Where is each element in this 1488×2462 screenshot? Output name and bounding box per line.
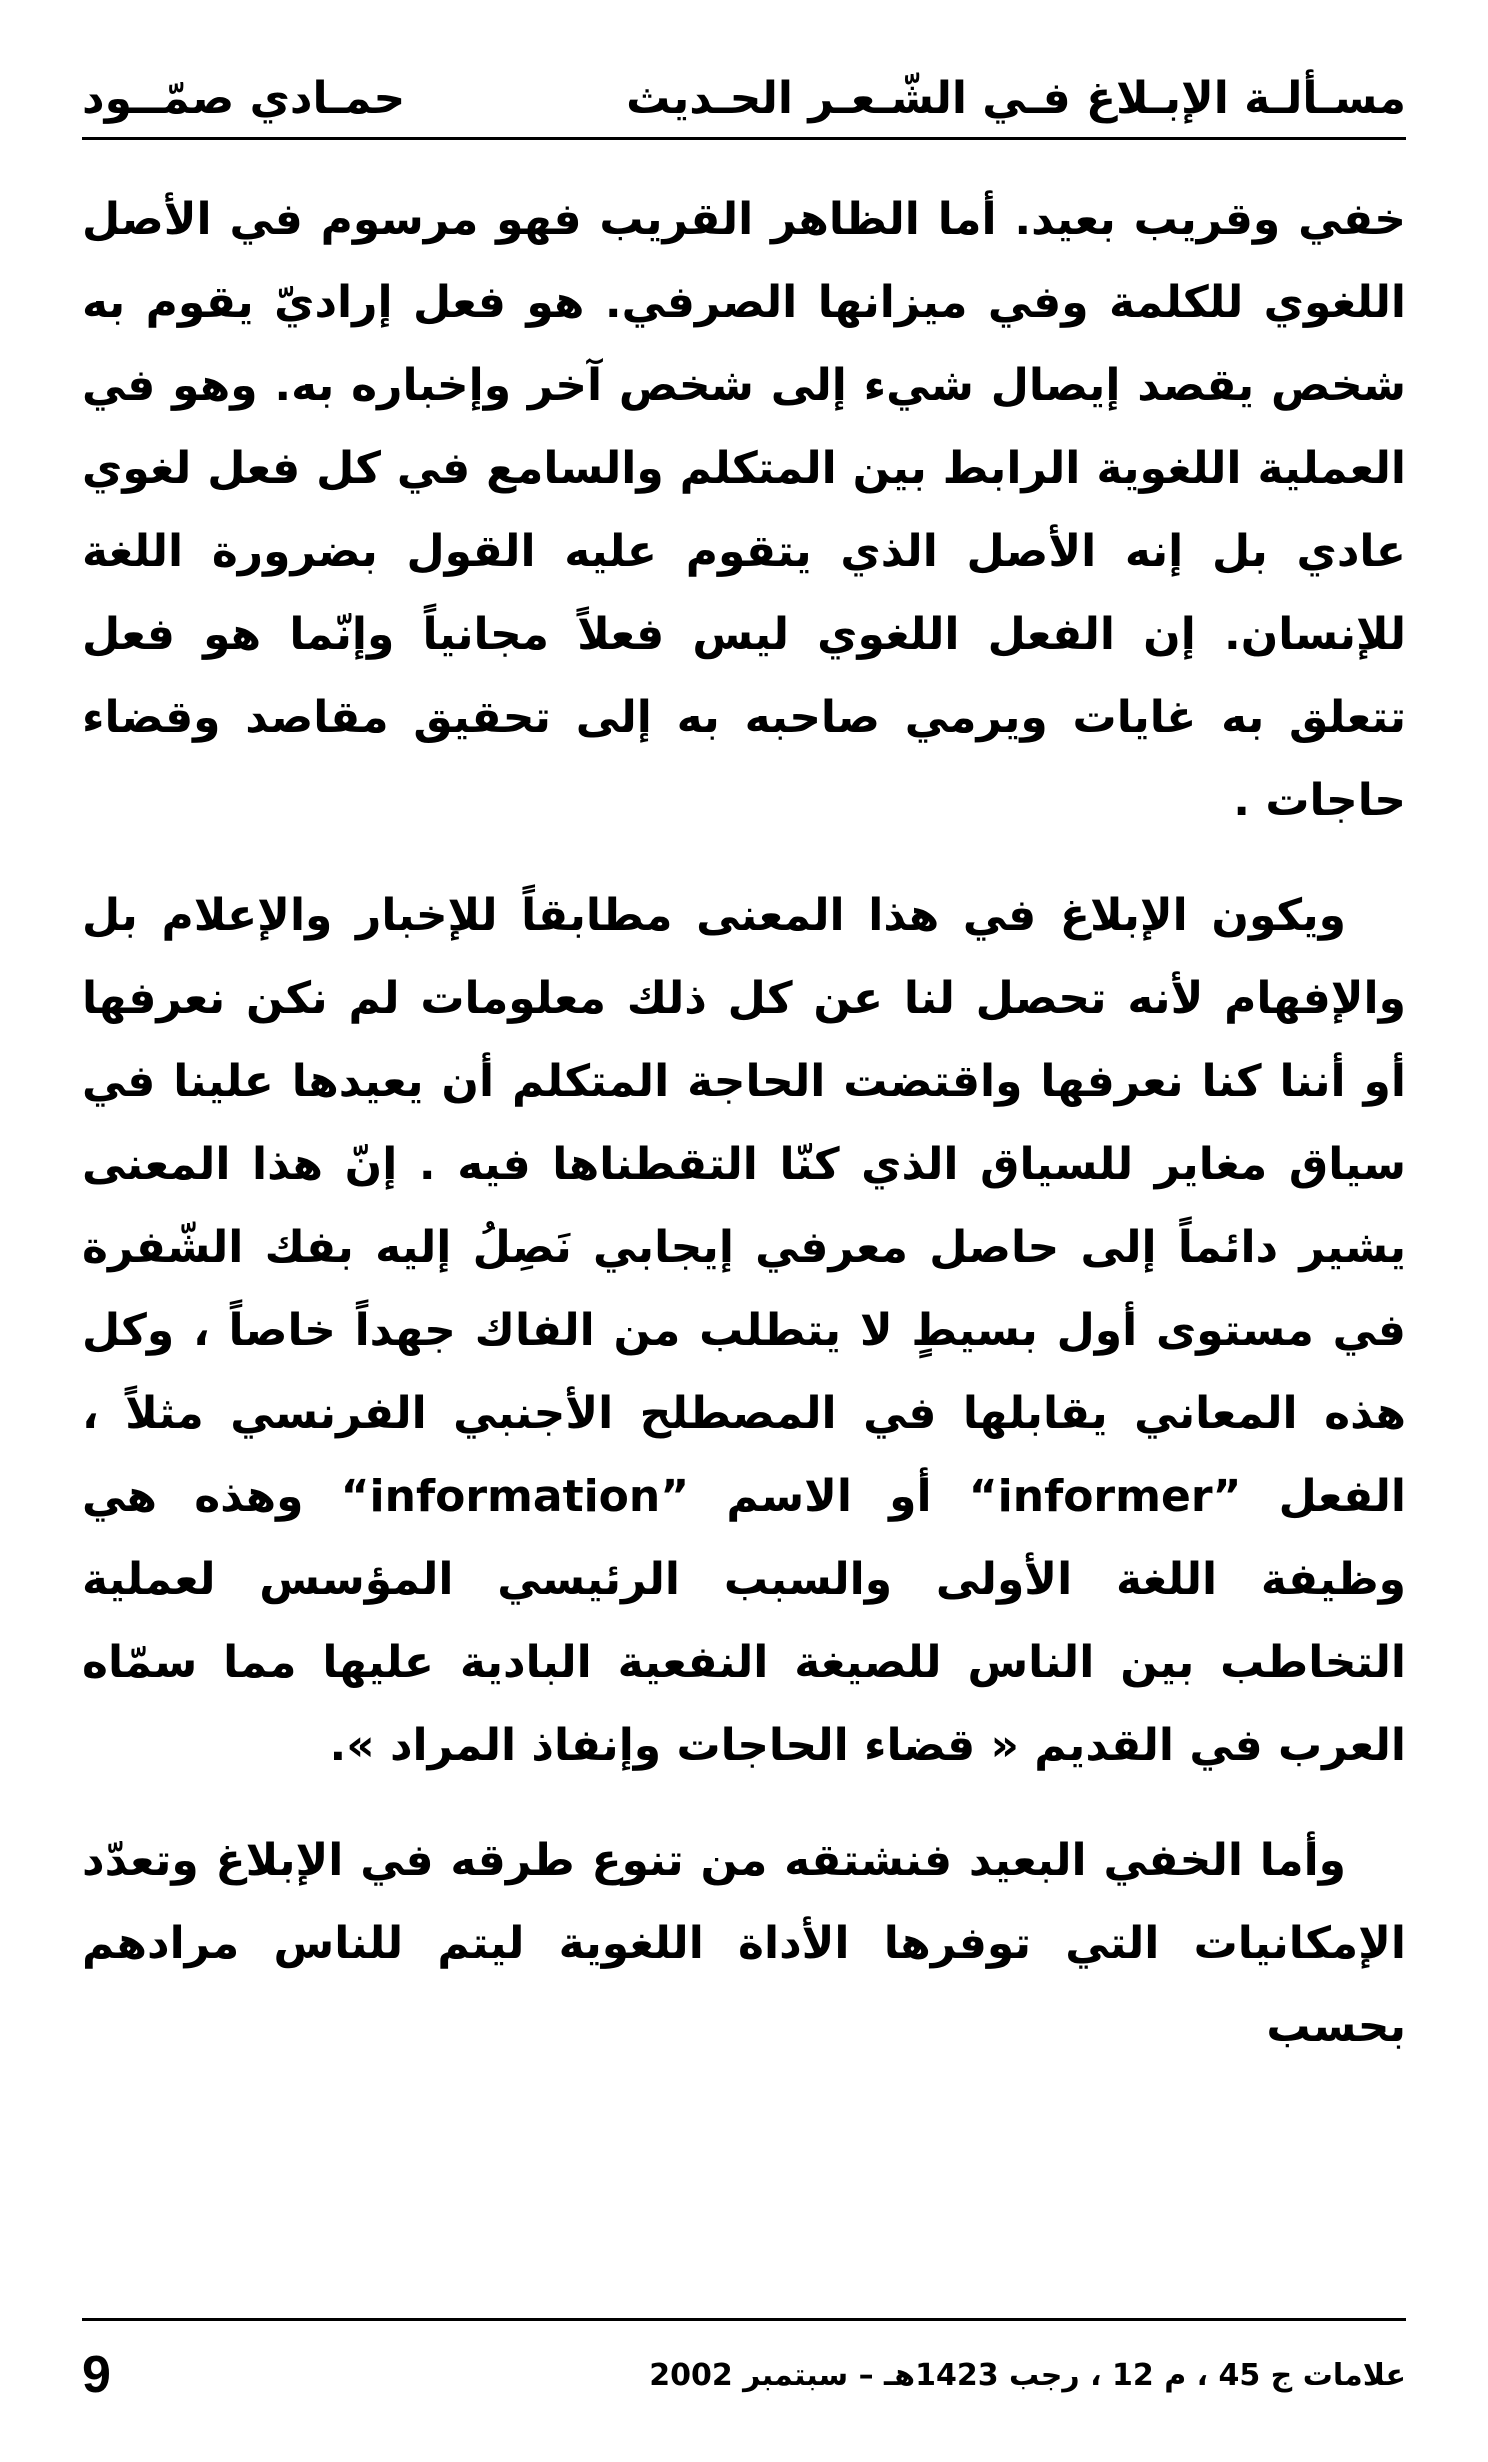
author-name: حمـادي صمّــود [82, 72, 406, 124]
journal-info: علامات ج 45 ، م 12 ، رجب 1423هـ – سبتمبر 2002 [649, 2357, 1406, 2393]
article-title: مسـألـة الإبـلاغ فـي الشّـعـر الحـديث [626, 72, 1406, 124]
paragraph-1: خفي وقريب بعيد. أما الظاهر القريب فهو مرسوم في الأصل اللغوي للكلمة وفي ميزانها الصرفي. هو فعل إراديّ يقوم به شخص يقصد إيصال شيء إلى شخص آخر وإخباره به. وهو في العملية اللغوية الرابط بين المتكلم والسامع في كل فعل لغوي عادي بل إنه الأصل الذي يتقوم عليه القول بضرورة اللغة للإنسان. إن الفعل اللغوي ليس فعلاً مجانياً وإنّما هو فعل تتعلق به غايات ويرمي صاحبه به إلى تحقيق مقاصد وقضاء حاجات . [82, 194, 1406, 826]
paragraph-2: ويكون الإبلاغ في هذا المعنى مطابقاً للإخبار والإعلام بل والإفهام لأنه تحصل لنا عن كل ذلك معلومات لم نكن نعرفها أو أننا كنا نعرفها واقتضت الحاجة المتكلم أن يعيدها علينا في سياق مغاير للسياق الذي كنّا التقطناها فيه . إنّ هذا المعنى يشير دائماً إلى حاصل معرفي إيجابي نَصِلُ إليه بفك الشّفرة في مستوى أول بسيطٍ لا يتطلب من الفاك جهداً خاصاً ، وكل هذه المعاني يقابلها في المصطلح الأجنبي الفرنسي مثلاً ، الفعل ”informer“ أو الاسم ”information“ وهذه هي وظيفة اللغة الأولى والسبب الرئيسي المؤسس لعملية التخاطب بين الناس للصيغة النفعية البادية عليها مما سمّاه العرب في القديم « قضاء الحاجات وإنفاذ المراد ». [82, 890, 1407, 1771]
running-header [82, 58, 1406, 138]
page-footer [82, 2335, 1406, 2415]
paragraph-3: وأما الخفي البعيد فنشتقه من تنوع طرقه في الإبلاغ وتعدّد الإمكانيات التي توفرها الأداة اللغوية ليتم للناس مرادهم بحسب [82, 1835, 1406, 2052]
header-divider [82, 137, 1406, 140]
page-number: 9 [82, 2346, 111, 2404]
body-text [82, 178, 1406, 2068]
footer-divider [82, 2318, 1406, 2321]
